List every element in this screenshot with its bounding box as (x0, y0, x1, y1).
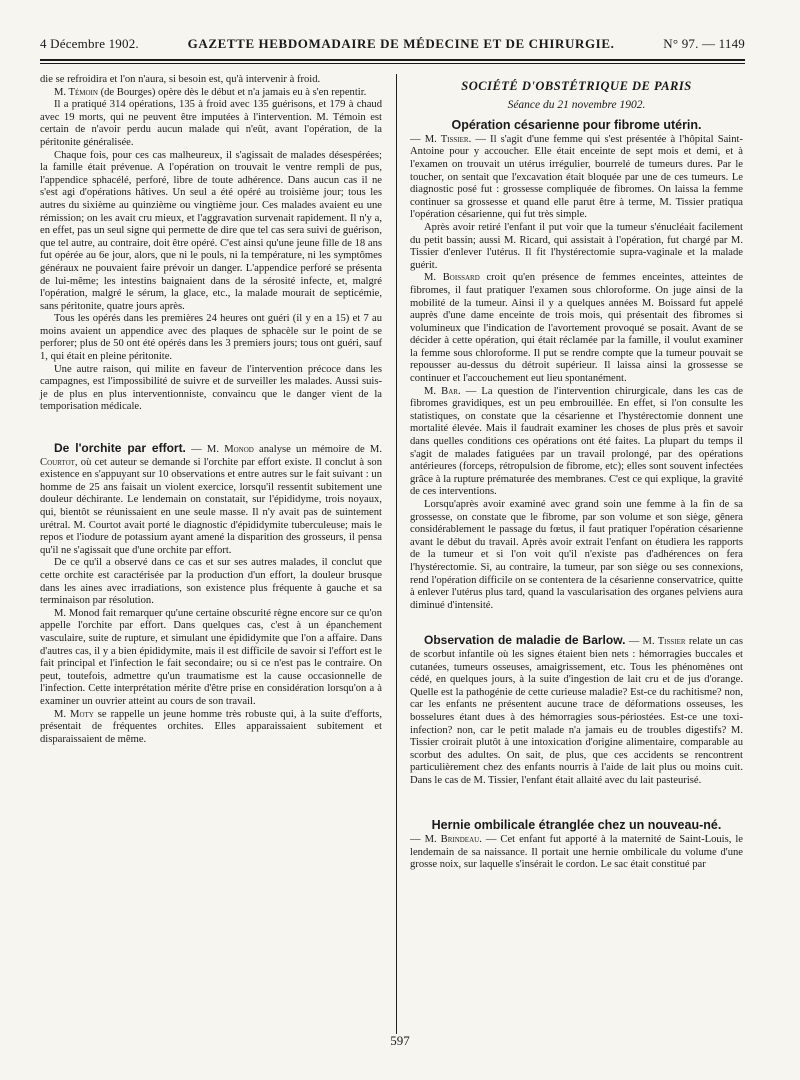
paragraph (40, 709, 382, 747)
article-title-hernie: Hernie ombilicale étranglée chez un nouveau-né. (431, 818, 722, 833)
paragraph-text: . — Cet enfant fut apporté à la maternité de Saint-Louis, le lendemain de sa naissance. Il portait une hernie ombilicale du volume d'une grosse noix, sur laquelle s'insérait le cordon. Le sac était constitué par (410, 834, 744, 871)
paragraph: — M. Brindeau. — Cet enfant fut apporté à la maternité de Saint-Louis, le lendemain de sa naissance. Il portait une hernie ombilicale du volume d'une grosse noix, sur laquelle s'insérait le cordon. Le sac était constitué par (410, 834, 744, 871)
header-date: 4 Décembre 1902. (40, 36, 139, 51)
paragraph (410, 272, 743, 385)
paragraph: De l'orchite par effort. — M. Monod analyse un mémoire de M. Courtot, où cet auteur se demande si l'orchite par effort existe. Il conclut à son existence en s'appuyant sur 10 observations et entre autres sur le fait suivant : un homme de 25 ans faisait un violent exercice, lorsqu'il ressentit subitement une douleur déchirante. Le lendemain on constatait, sur l'épididyme, trois noyaux, qui, bientôt se réunissaient en une seule masse. Il n'y avait pas de suintement urétral. M. Courtot avait porté le diagnostic d'épididymite tuberculeuse; mais le repos et l'iodure de potassium ayant amené la disparition des grosseurs, il pensa qu'il ne s'agissait que d'une orchite par effort. (40, 441, 382, 556)
speaker-name: M. Boissard (424, 272, 480, 284)
paragraph: De ce qu'il a observé dans ce cas et sur ses autres malades, il conclut que cette orchite est caractérisée par la production d'un effort, la douleur brusque dans les aines avec irradiations, son existence plus fréquente à gauche et sa terminaison par résolution. (40, 557, 382, 607)
header-rule-thin (40, 63, 745, 64)
paragraph-text: . — La question de l'intervention chirurgicale, dans les cas de fibromes gravidiques, est un peu embrouillée. En effet, si l'on consulte les statistiques, on constate que la césarienne et l'hystérectomie donnent une mortalité élevée. Mais il faudrait examiner les choses de plus près et savoir dans quelles conditions ces opérations ont été faites. La plupart du temps il s'agit de malades fatiguées par un travail prolongé, par des opérations antérieures (forceps, rétropulsion de fibrome, etc); elles sont souvent infectées grâce à la rupture prématurée des membranes. C'est ce qui explique, la gravité de ces interventions. (410, 385, 743, 498)
paragraph: Lorsqu'après avoir examiné avec grand soin une femme à la fin de sa grossesse, on constate que le fibrome, par son volume et son siège, gênera considérablement le passage du fœtus, il faut pratiquer l'opération césarienne avant le début du travail. Après avoir extrait l'enfant on étudiera les rapports de la tumeur et si l'on voit qu'il n'existe pas d'adhérences on fera l'hystérectomie. Si, au contraire, la tumeur, par son siège ou ses connexions, rend l'opération difficile on se contentera de la césarienne conservatrice, quitte à enlever l'utérus plus tard, quand la vascularisation des organes pelviens aura diminué d'intensité. (410, 499, 743, 611)
session-date: Séance du 21 novembre 1902. (507, 98, 646, 111)
paragraph: Une autre raison, qui milite en faveur de l'intervention précoce dans les campagnes, est l'impossibilité de suivre et de surveiller les malades. Aussi suis-je de plus en plus interventionniste, convaincu que le danger vient de la temporisation médicale. (40, 363, 382, 413)
speaker-name: M. Tissier (424, 133, 469, 145)
column-divider (396, 74, 397, 1034)
paragraph-text: relate un cas de scorbut infantile où les signes étaient bien nets : hémorragies buccales et cutanées, tumeurs osseuses, amaigrissement, etc. Tous les phénomènes ont cédé, en quelques jours, à la suite d'ingestion de lait cru et de jus d'orange. Quelle est la pathogénie de cette curieuse maladie? Est-ce du rachitisme? non, car les enfants ne présentent aucune trace de déformations osseuses, les bosselures étant dues à des hémorragies sous-périostées. Est-ce une toxi-infection? non, car le petit malade n'a jamais eu de troubles digestifs? M. Tissier croirait plutôt à une intoxication d'origine alimentaire, comparable au scorbut des adultes. On sait, de plus, que ces accidents se rencontrent particulièrement chez des enfants nourris à l'aide de lait plus ou moins cuit. Dans le cas de M. Tissier, l'enfant était allaité avec du lait pasteurisé. (410, 636, 744, 786)
speaker-name: M. Témoin (54, 86, 98, 98)
speaker-name: M. Monod (206, 444, 254, 456)
speaker-name: M. Bar (424, 385, 458, 397)
paragraph-text: . — Il s'agit d'une femme qui s'est présentée à l'hôpital Saint-Antoine pour y accoucher. Elle était enceinte de sept mois et demi, et à l'examen on trouvait un utérus irrégulier, bourrelé de tumeurs dures. Par le toucher, on sentait que l'excavation était bloquée par une de ces tumeurs. Le diagnostic posé fut : grossesse compliquée de fibromes. On laissa la femme continuer sa grossesse et quand elle parut être à terme, M. Tissier pratiqua l'opération césarienne, qui fut très simple. (410, 133, 743, 221)
running-header (40, 36, 745, 58)
paragraph: Observation de maladie de Barlow. — M. Tissier relate un cas de scorbut infantile où les signes étaient bien nets : hémorragies buccales et cutanées, tumeurs osseuses, amaigrissement, etc. Tous les phénomènes ont cédé, en quelques jours, à la suite d'ingestion de lait cru et de jus d'orange. Quelle est la pathogénie de cette curieuse maladie? Est-ce du rachitisme? non, car les enfants ne présentent aucune trace de déformations osseuses, les bosselures étant dues à des hémorragies sous-périostées. Est-ce une toxi-infection? non, car le petit malade n'a jamais eu de troubles digestifs? M. Tissier croirait plutôt à une intoxication d'origine alimentaire, comparable au scorbut des adultes. On sait, de plus, que ces accidents se rencontrent particulièrement chez des enfants nourris à l'aide de lait plus ou moins cuit. Dans le cas de M. Tissier, l'enfant était allaité avec du lait pasteurisé. (410, 633, 744, 786)
paragraph (40, 87, 382, 100)
paragraph: die se refroidira et l'on n'aura, si besoin est, qu'à intervenir à froid. (40, 74, 321, 85)
header-rule (40, 59, 745, 61)
paragraph (410, 386, 743, 499)
header-issue-number: N° 97. — 1149 (663, 36, 745, 51)
speaker-name: M. Brindeau (424, 834, 480, 846)
section-title: SOCIÉTÉ D'OBSTÉTRIQUE DE PARIS (461, 79, 692, 93)
paragraph: M. Monod fait remarquer qu'une certaine obscurité règne encore sur ce qu'on appelle l'orchite par effort. Dans quelques cas, c'est à un épanchement vasculaire, suite de rupture, et simulant une épididymite que l'on a affaire. Dans d'autres cas, il y a bien épididymite, mais il est difficile de savoir si l'effort est le fait principal et l'infection le fait secondaire; ou si ce n'est pas le contraire. On peut, toutefois, admettre qu'un traumatisme est la cause occasionnelle de l'infection. Cette interprétation mérite d'être prise en considération lorsqu'on a à examiner un ouvrier atteint au cours de son travail. (40, 607, 382, 707)
speaker-name: M. Courtot (40, 444, 382, 468)
paragraph-text: (de Bourges) opère dès le début et n'a jamais eu à s'en repentir. (97, 86, 367, 98)
paragraph: Tous les opérés dans les premières 24 heures ont guéri (il y en a 15) et 7 au moins avaient un appendice avec des plaques de sphacèle sur le point de se perforer; plus de 50 ont été opérés dans les 3 premiers jours; tous ont guéri, sauf 1, qui était en pleine péritonite. (40, 313, 382, 363)
paragraph-text: analyse un mémoire de (253, 444, 370, 456)
paragraph: Après avoir retiré l'enfant il put voir que la tumeur s'énucléait facilement du petit bassin; aussi M. Ricard, qui assistait à l'opération, fut chargé par M. Tissier d'enlever l'utérus. Il fit l'hystérectomie supra-vaginale et la malade guérit. (410, 221, 743, 271)
paragraph: Il a pratiqué 314 opérations, 135 à froid avec 135 guérisons, et 179 à chaud avec 19 morts, qui ne peuvent être imputées à l'intervention. M. Témoin est certain de n'avoir perdu aucun malade qui n'eût, avant l'opération, de la péritonite généralisée. (40, 99, 382, 148)
page-number: 597 (390, 1033, 410, 1048)
right-column (410, 74, 743, 872)
article-title-barlow: Observation de maladie de Barlow. (424, 633, 626, 648)
paragraph-text: croit qu'en présence de femmes enceintes, atteintes de fibromes, il faut pratiquer l'examen sous chloroforme. On juge ainsi de la mobilité de la tumeur. Ainsi il y a quelques années M. Boissard fut appelé auprès d'une dame enceinte de trois mois, qui présentait des fibromes si volumineux que l'indication de l'avortement provoqué se posait. Avant de se décider à cette opération, qui était réclamée par la famille, il voulut examiner la femme sous chloroforme. Il put se rendre compte que la tumeur pouvait se repousser au-dessus du détroit supérieur. Il laissa ainsi la grossesse se continuer et l'accouchement eut lieu spontanément. (410, 272, 744, 385)
speaker-name: M. Tissier (642, 636, 686, 648)
paragraph: — M. Tissier. — Il s'agit d'une femme qui s'est présentée à l'hôpital Saint-Antoine pour y accoucher. Elle était enceinte de sept mois et demi, et à l'examen on trouvait un utérus irrégulier, bourrelé de tumeurs dures. Par le toucher, on sentait que l'excavation était bloquée par une de ces tumeurs. Le diagnostic posé fut : grossesse compliquée de fibromes. On laissa la femme continuer sa grossesse et quand elle parut être à terme, M. Tissier pratiqua l'opération césarienne, qui fut très simple. (410, 133, 743, 221)
article-title-cesarienne: Opération césarienne pour fibrome utérin. (451, 118, 702, 133)
left-column (40, 74, 382, 746)
paragraph: Chaque fois, pour ces cas malheureux, il s'agissait de malades désespérées; la famille était prévenue. A l'opération on trouvait le ventre rempli de pus, l'appendice sphacélé, perforé, libre de toute adhérence. Dans aucun cas il ne s'est agi d'opérations hâtives. Un seul a été opéré au troisième jour; tous les autres du sixième au quinzième ou vingtième jour. Ces malades avaient eu une rémission; on les avait cru mieux, et l'aggravation survenait rapidement. Il n'y a, en effet, pas un seul signe qui permette de dire que tel cas sera suivi de guérison, que tel autre, au contraire, doit être opéré. C'est ainsi qu'une jeune fille de 18 ans fut opérée au 6e jour, alors, que ni le pouls, ni la température, ni les symptômes généraux ne pouvaient faire prévoir un danger. L'appendice perforé se présenta de lui-même; les intestins baignaient dans de la sérosité infecte, et, malgré l'opération, malgré le sérum, la glace, etc., la malade mourait de septicémie, sans péritonite, quatre jours après. (40, 149, 382, 312)
paragraph-text: se rappelle un jeune homme très robuste qui, à la suite d'efforts, présentait de fréquentes orchites. Elles apparaissaient subitement et disparaissaient de même. (40, 708, 382, 745)
header-journal-title: GAZETTE HEBDOMADAIRE DE MÉDECINE ET DE CHIRURGIE. (187, 36, 615, 51)
paragraph-text: , où cet auteur se demande si l'orchite par effort existe. Il conclut à son existence en s'appuyant sur 10 observations et entre autres sur le fait suivant : un homme de 25 ans faisait un violent exercice, lorsqu'il ressentit subitement une douleur déchirante. Le lendemain on constatait, sur l'épididyme, trois noyaux, qui, bientôt se réunissaient en une seule masse. Il n'y avait pas de suintement urétral. M. Courtot avait porté le diagnostic d'épididymite tuberculeuse; mais le repos et l'iodure de potassium ayant amené la disparition des grosseurs, il pensa qu'il ne s'agissait que d'une orchite par effort. (40, 456, 382, 556)
speaker-name: M. Moty (54, 708, 94, 720)
article-title-orchite: De l'orchite par effort. (54, 441, 186, 456)
